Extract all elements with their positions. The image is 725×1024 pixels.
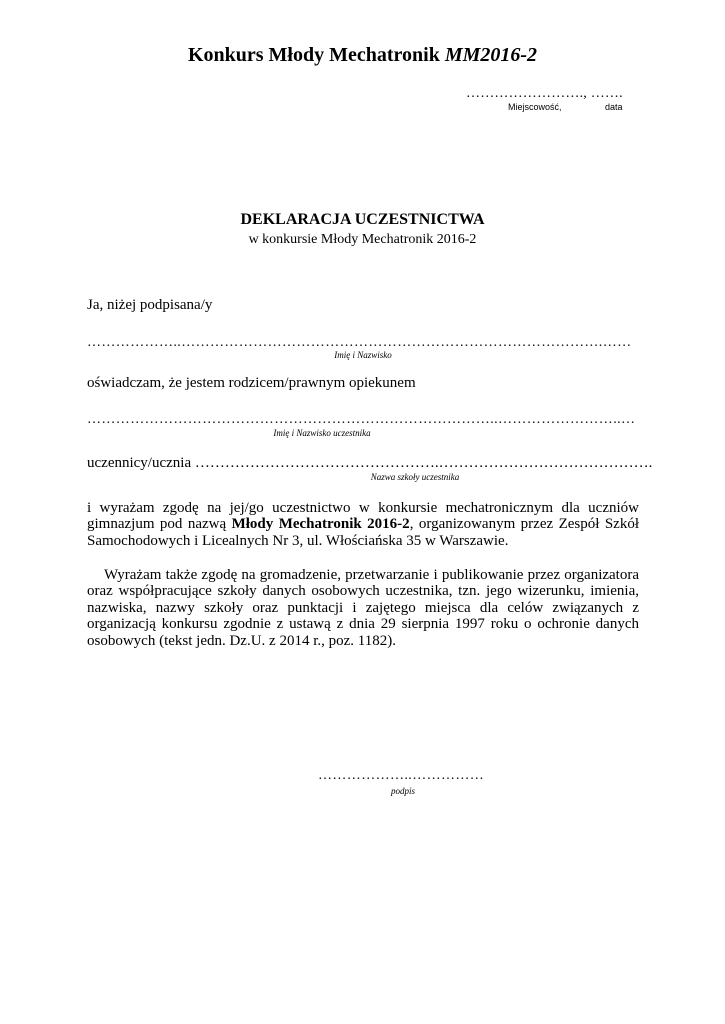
school-row (87, 455, 652, 472)
student-name-caption: Imię i Nazwisko uczestnika (273, 428, 371, 438)
declaration-title: DEKLARACJA UCZESTNICTWA (240, 211, 485, 228)
consent-p1-end: , organizowanym przez Zespół Szkół Samochodowych i Licealnych Nr 3, ul. Włościańska 35 w Warszawie. (87, 516, 639, 549)
school-label: uczennicy/ucznia (87, 455, 192, 471)
student-name-field[interactable]: …………………………………………………………………………..……………………..… (87, 412, 636, 427)
signature-field[interactable]: ………………..…………… (318, 768, 485, 783)
contest-name: Młody Mechatronik 2016-2 (231, 516, 410, 533)
consent-paragraph-2: Wyrażam także zgodę na gromadzenie, przetwarzanie i publikowanie przez organizatora oraz współpracujące szkoły danych osobowych uczestnika, tzn. jego wizerunku, imienia, nazwiska, nazwy szkoły oraz punktacji i zajętego miejsca dla celów związanych z organizacją konkursu zgodnie z ustawą z dnia 29 sierpnia 1997 roku o ochronie danych osobowych (tekst jedn. Dz.U. z 2014 r., poz. 1182). (87, 567, 639, 649)
consent-paragraph-1 (87, 500, 639, 549)
school-field[interactable]: ………………………………………….……………………………………. (194, 455, 653, 471)
name-caption: Imię i Nazwisko (334, 350, 392, 360)
declaration-subtitle: w konkursie Młody Mechatronik 2016-2 (248, 232, 477, 247)
place-caption: Miejscowość, (508, 102, 562, 112)
title-code: MM2016-2 (444, 44, 538, 66)
title-plain: Konkurs Młody Mechatronik (187, 44, 445, 66)
date-caption: data (605, 102, 623, 112)
consent-p1-start: i wyrażam zgodę na jej/go uczestnictwo w konkursie mechatronicznym dla uczniów gimnazjum pod nazwą (87, 500, 639, 533)
name-field[interactable]: ………………..…………………………………………………………………………….…… (87, 335, 632, 350)
page-title (0, 44, 725, 67)
intro-text: Ja, niżej podpisana/y (87, 297, 213, 313)
guardian-text: oświadczam, że jestem rodzicem/prawnym opiekunem (87, 375, 416, 391)
school-caption: Nazwa szkoły uczestnika (370, 472, 460, 482)
signature-caption: podpis (390, 786, 415, 796)
place-date-field[interactable]: ……………………., ……. (466, 86, 623, 101)
